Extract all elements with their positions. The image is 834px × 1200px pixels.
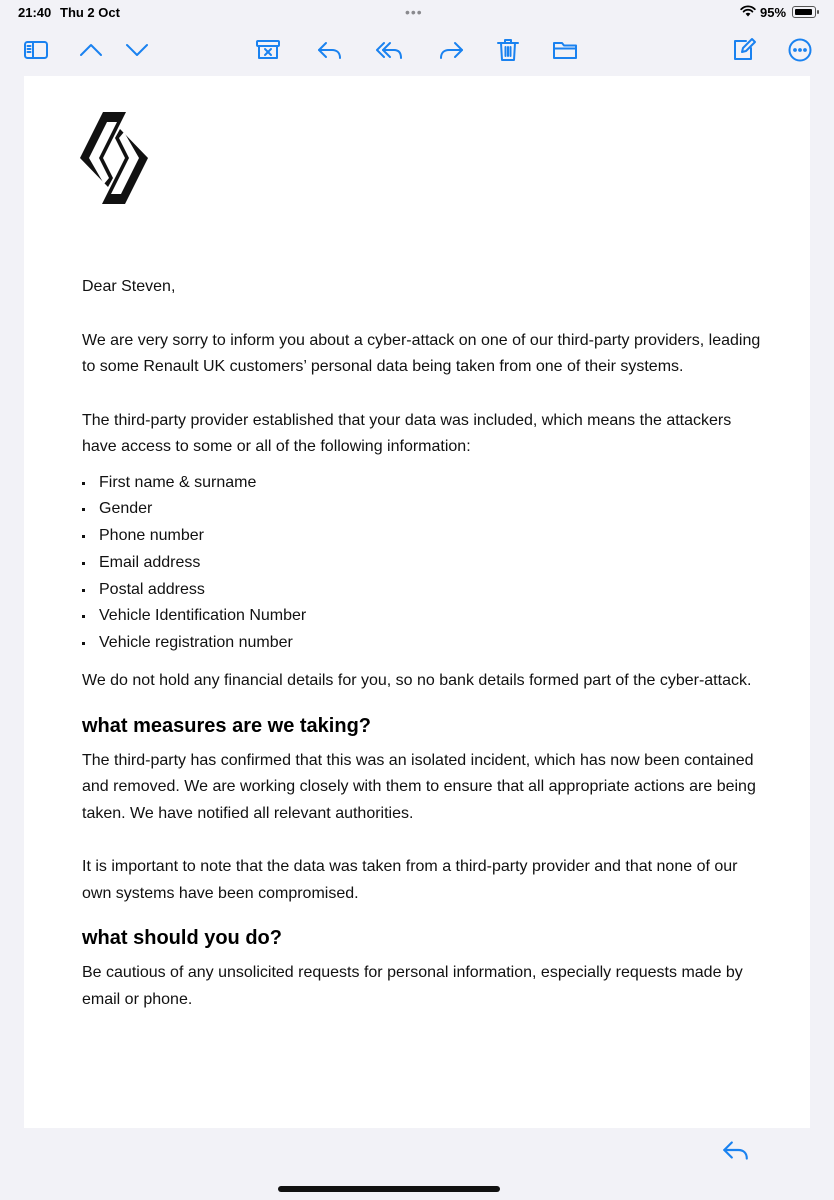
list-item: Gender — [82, 496, 762, 523]
home-indicator[interactable] — [278, 1186, 500, 1192]
forward-icon — [438, 37, 466, 63]
list-item: Vehicle Identification Number — [82, 603, 762, 630]
reply-button-bottom[interactable] — [720, 1136, 752, 1166]
paragraph-intro: We are very sorry to inform you about a cyber-attack on one of our third-party providers, leading to some Renault UK customers’ personal data being taken from one of their systems. — [82, 331, 761, 375]
email-body — [24, 76, 810, 1128]
reply-icon — [720, 1136, 750, 1164]
more-options-button[interactable] — [785, 36, 815, 64]
compose-button[interactable] — [729, 36, 759, 64]
compose-icon — [730, 37, 758, 63]
list-item: First name & surname — [82, 470, 762, 497]
list-item: Phone number — [82, 523, 762, 550]
list-item: Postal address — [82, 577, 762, 604]
paragraph-measures: The third-party has confirmed that this was an isolated incident, which has now been contained and removed. We are working closely with them to ensure that all appropriate actions are being taken. We have notified all relevant authorities. — [82, 751, 756, 822]
reply-icon — [315, 37, 343, 63]
multitasking-dots[interactable]: ••• — [405, 4, 423, 20]
list-item: Vehicle registration number — [82, 630, 762, 657]
battery-icon — [792, 6, 816, 18]
heading-measures: what measures are we taking? — [82, 714, 372, 737]
list-item: Email address — [82, 550, 762, 577]
reply-all-icon — [375, 37, 403, 63]
trash-icon — [494, 37, 522, 63]
next-message-button[interactable] — [122, 36, 152, 64]
chevron-up-icon — [77, 37, 105, 63]
battery-fill — [795, 9, 812, 15]
reply-all-button[interactable] — [374, 36, 404, 64]
heading-what-to-do: what should you do? — [82, 927, 282, 950]
wifi-icon — [740, 5, 756, 17]
mail-toolbar — [0, 24, 834, 76]
paragraph-caution: Be cautious of any unsolicited requests for personal information, especially requests made by email or phone. — [82, 964, 743, 1008]
greeting: Dear Steven, — [82, 278, 176, 295]
more-icon — [786, 37, 814, 63]
battery-percent: 95% — [760, 5, 787, 20]
paragraph-systems: It is important to note that the data was taken from a third-party provider and that none of our own systems have been compromised. — [82, 858, 738, 902]
chevron-down-icon — [123, 37, 151, 63]
paragraph-data-included: The third-party provider established that your data was included, which means the attackers have access to some or all of the following information: — [82, 411, 732, 455]
sidebar-icon — [22, 37, 50, 63]
trash-button[interactable] — [493, 36, 523, 64]
previous-message-button[interactable] — [76, 36, 106, 64]
renault-logo — [80, 112, 148, 204]
archive-icon — [254, 37, 282, 63]
status-time: 21:40 — [18, 5, 52, 20]
paragraph-financial: We do not hold any financial details for you, so no bank details formed part of the cyber-attack. — [82, 672, 752, 690]
information-list — [82, 470, 762, 658]
move-to-folder-button[interactable] — [550, 36, 580, 64]
reply-button[interactable] — [314, 36, 344, 64]
archive-button[interactable] — [253, 36, 283, 64]
sidebar-toggle-button[interactable] — [21, 36, 51, 64]
status-date: Thu 2 Oct — [60, 5, 120, 20]
email-content — [82, 274, 762, 1040]
status-bar — [0, 0, 834, 24]
folder-icon — [551, 37, 579, 63]
forward-button[interactable] — [437, 36, 467, 64]
